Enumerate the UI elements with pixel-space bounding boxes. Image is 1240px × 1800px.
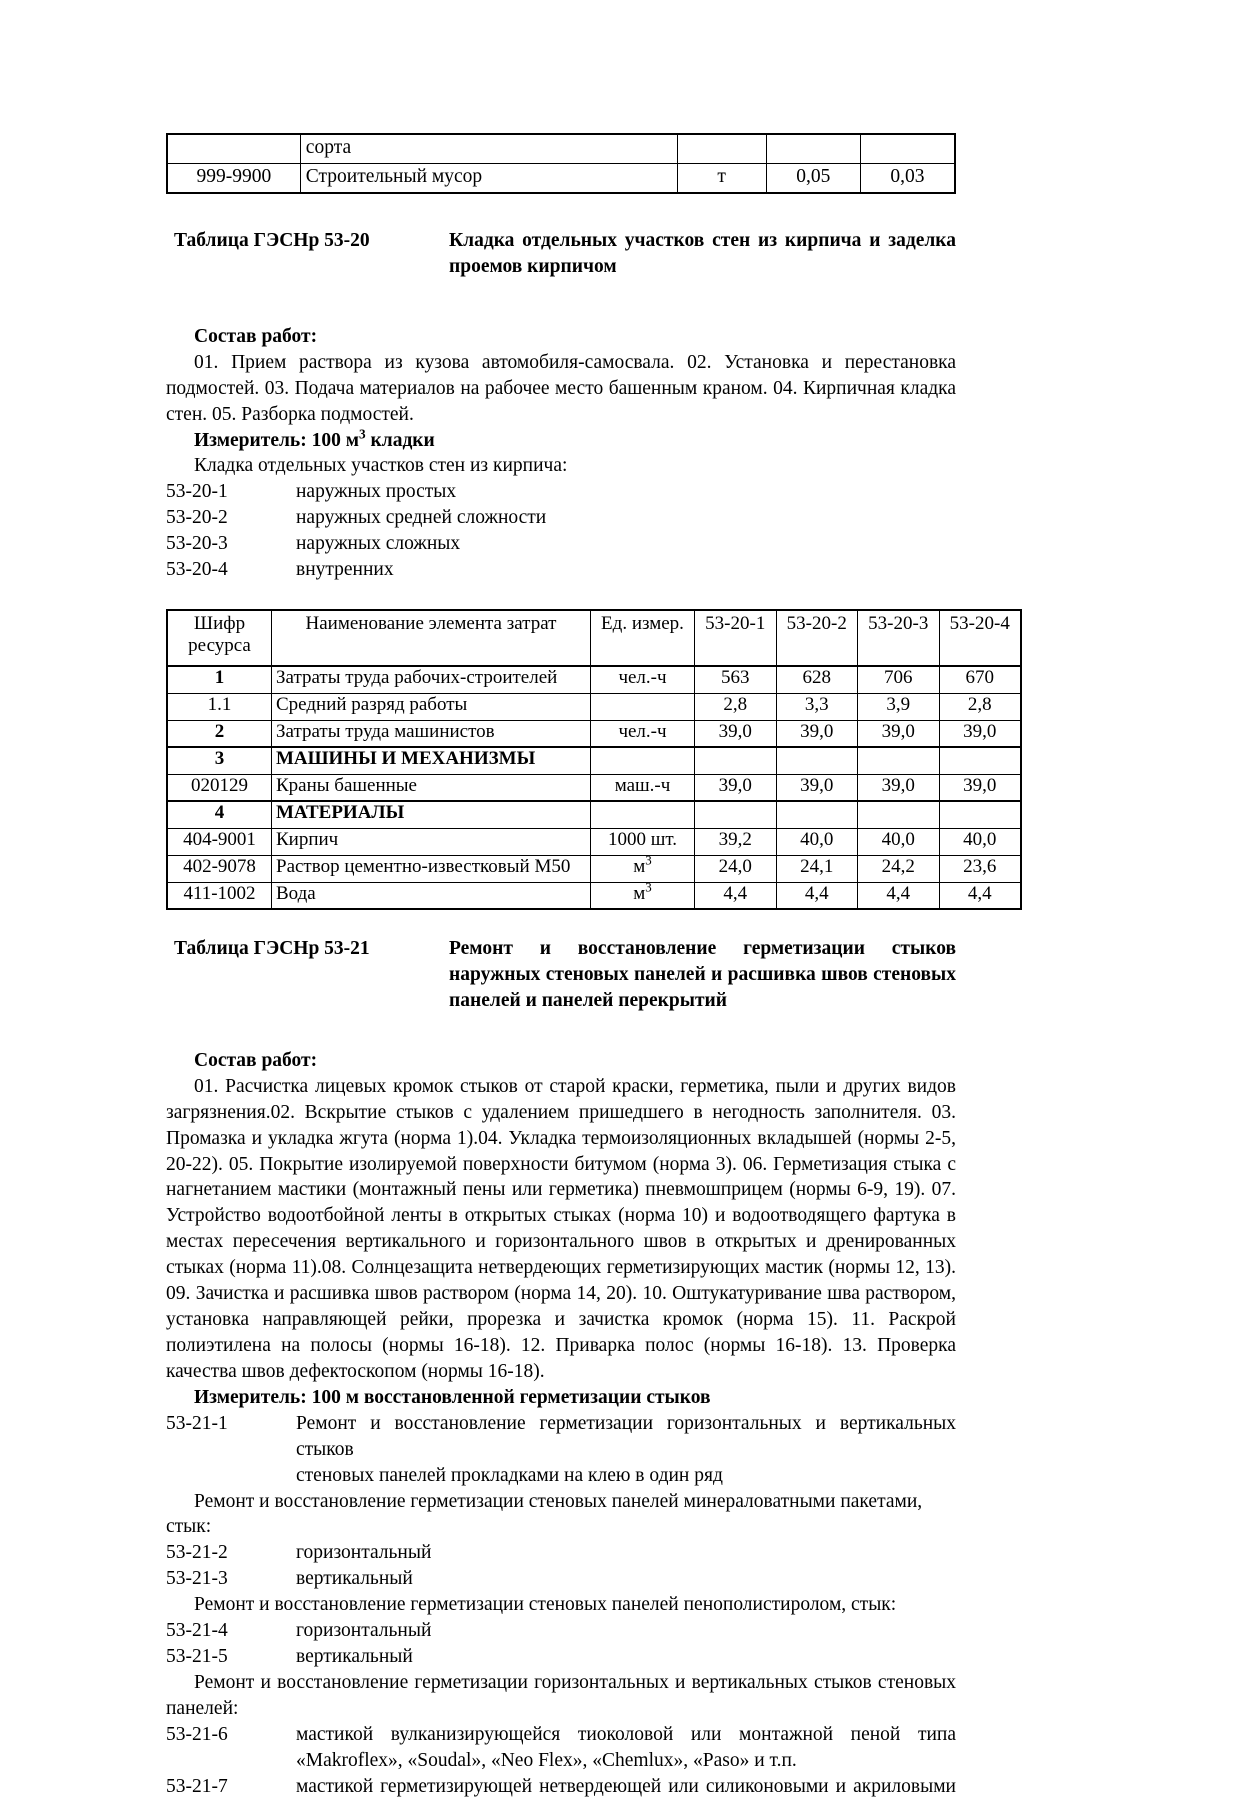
table-heading-title-line3: панелей и панелей перекрытий: [449, 989, 728, 1011]
header-col-2: 53-20-2: [776, 610, 858, 666]
row-value-1: 39,0: [695, 774, 777, 801]
row-value-2: 39,0: [776, 720, 858, 747]
list-item-desc: горизонтальный: [296, 1620, 432, 1642]
list-lead-line2: панелей:: [166, 1697, 239, 1719]
row-value-4: [939, 747, 1021, 774]
header-code: Шифр ресурса: [167, 610, 272, 666]
row-value-2: [776, 801, 858, 828]
list-lead: Ремонт и восстановление герметизации стеновых панелей минераловатными пакетами, стык:: [166, 1490, 923, 1538]
list-lead: Ремонт и восстановление герметизации стеновых панелей пенополистиролом, стык:: [194, 1594, 897, 1616]
list-item: [166, 1540, 956, 1566]
fragment-cell-value2: [860, 134, 955, 164]
header-unit: Ед. измер.: [591, 610, 695, 666]
list-item-desc-line1: мастикой герметизирующей нетвердеющей или силиконовыми и акриловыми: [296, 1775, 956, 1797]
row-value-3: 4,4: [858, 882, 940, 909]
list-item-code: 53-20-3: [166, 533, 228, 555]
row-value-1: 39,2: [695, 828, 777, 855]
table-heading-53-21: [166, 936, 956, 1014]
row-name: Вода: [272, 882, 591, 909]
fragment-cell-name: Строительный мусор: [300, 164, 677, 194]
row-unit: [591, 747, 695, 774]
list-item-desc: [296, 1774, 956, 1800]
works-text-53-20: 01. Прием раствора из кузова автомобиля-самосвала. 02. Установка и перестановка подмостей. 03. Подача материалов на рабочее место башенным краном. 04. Кирпичная кладка стен. 05. Разборка подмостей.: [166, 351, 956, 425]
header-col-3: 53-20-3: [858, 610, 940, 666]
row-code: 2: [167, 720, 272, 747]
measure-suffix: кладки: [365, 429, 435, 451]
row-unit-base: м: [633, 882, 646, 904]
list-item: [166, 479, 956, 505]
row-value-3: [858, 801, 940, 828]
table-row: [167, 882, 1021, 909]
row-value-3: 40,0: [858, 828, 940, 855]
row-unit-exponent: 3: [645, 852, 652, 868]
page-content: [166, 133, 1010, 1800]
list-item-code: 53-21-3: [166, 1568, 228, 1590]
row-value-3: 39,0: [858, 774, 940, 801]
row-value-3: 39,0: [858, 720, 940, 747]
row-value-4: 39,0: [939, 774, 1021, 801]
list-lead-line1: Ремонт и восстановление герметизации горизонтальных и вертикальных стыков стеновых: [194, 1671, 956, 1693]
list-item-code: 53-20-2: [166, 507, 228, 529]
list-item-desc-line2: стеновых панелей прокладками на клею в один ряд: [296, 1464, 723, 1486]
row-name: Затраты труда рабочих-строителей: [272, 666, 591, 693]
list-item-desc-line1: Ремонт и восстановление герметизации горизонтальных и вертикальных стыков: [296, 1412, 956, 1460]
list-item-code: 53-21-4: [166, 1620, 228, 1642]
list-item: [166, 1722, 956, 1774]
row-value-2: 39,0: [776, 774, 858, 801]
table-heading-title-line2: проемов кирпичом: [449, 255, 617, 277]
row-value-2: 3,3: [776, 693, 858, 720]
row-value-4: 2,8: [939, 693, 1021, 720]
resource-table-53-20: [166, 609, 1022, 910]
list-item: [166, 1411, 956, 1489]
fragment-cell-unit: [677, 134, 766, 164]
fragment-cell-value1: 0,05: [766, 164, 860, 194]
table-row: [167, 693, 1021, 720]
row-value-3: 3,9: [858, 693, 940, 720]
row-code: 1: [167, 666, 272, 693]
list-item-desc: внутренних: [296, 559, 394, 581]
row-value-3: [858, 747, 940, 774]
row-value-3: 706: [858, 666, 940, 693]
row-value-3: 24,2: [858, 855, 940, 882]
table-heading-title-line1: Кладка отдельных участков стен из кирпича и заделка: [449, 230, 956, 251]
works-text-53-21: 01. Расчистка лицевых кромок стыков от старой краски, герметика, пыли и других видов загрязнения.02. Вскрытие стыков с удалением пришедшего в негодность заполнителя. 03. Промазка и укладка жгута (норма 1).04. Укладка термоизоляционных вкладышей (нормы 2-5, 20-22). 05. Покрытие изолируемой поверхности битумом (норма 3). 06. Герметизация стыка с нагнетанием мастики (монтажный пены или герметика) пневмошприцем (нормы 6-9, 19). 07. Устройство водоотбойной ленты в открытых стыках (норма 10) и водоотводящего фартука в местах пересечения вертикального и горизонтального швов в открытых и дренированных стыках (норма 11).08. Солнцезащита нетвердеющих герметизирующих мастик (нормы 12, 13). 09. Зачистка и расшивка швов раствором (норма 14, 20). 10. Оштукатуривание шва раствором, установка направляющей рейки, прорезка и зачистка кромок (норма 15). 11. Раскрой полиэтилена на полосы (нормы 16-18). 12. Приварка полос (нормы 16-18). 13. Проверка качества швов дефектоскопом (нормы 16-18).: [166, 1075, 956, 1382]
list-item-code: 53-20-4: [166, 559, 228, 581]
list-item: [166, 1618, 956, 1644]
table-heading-53-20: [166, 228, 956, 280]
row-value-4: 39,0: [939, 720, 1021, 747]
list-item-code: 53-21-7: [166, 1775, 228, 1797]
row-name: МАШИНЫ И МЕХАНИЗМЫ: [272, 747, 591, 774]
table-heading-title-line1: Ремонт и восстановление герметизации стыков: [449, 938, 956, 960]
row-unit: 1000 шт.: [591, 828, 695, 855]
fragment-cell-code: [167, 134, 300, 164]
fragment-cell-unit: т: [677, 164, 766, 194]
list-item-code: 53-21-6: [166, 1723, 228, 1745]
table-row: [167, 164, 955, 194]
row-value-2: 24,1: [776, 855, 858, 882]
row-code: 020129: [167, 774, 272, 801]
measure-exponent: 3: [359, 426, 366, 442]
measure-53-20: [166, 428, 956, 454]
list-item: [166, 1644, 956, 1670]
fragment-cell-value1: [766, 134, 860, 164]
fragment-table: [166, 133, 956, 194]
row-code: 1.1: [167, 693, 272, 720]
row-code: 3: [167, 747, 272, 774]
table-heading-title: [449, 936, 956, 1014]
measure-text: Измеритель: 100 м: [194, 429, 360, 451]
works-heading-53-21: Состав работ:: [194, 1049, 318, 1071]
list-item-code: 53-21-5: [166, 1646, 228, 1668]
table-heading-label: Таблица ГЭСНр 53-21: [174, 938, 370, 960]
row-name: Раствор цементно-известковый М50: [272, 855, 591, 882]
list-item: [166, 1774, 956, 1800]
table-row: [167, 134, 955, 164]
table-row: [167, 720, 1021, 747]
row-value-1: 563: [695, 666, 777, 693]
row-unit: чел.-ч: [591, 666, 695, 693]
row-code: 402-9078: [167, 855, 272, 882]
row-value-4: 40,0: [939, 828, 1021, 855]
row-value-4: 670: [939, 666, 1021, 693]
row-unit: [591, 852, 695, 882]
table-row: [167, 855, 1021, 882]
row-name: Краны башенные: [272, 774, 591, 801]
header-col-4: 53-20-4: [939, 610, 1021, 666]
list-lead-53-20: Кладка отдельных участков стен из кирпича:: [194, 455, 568, 477]
list-item-desc: наружных сложных: [296, 533, 461, 555]
row-unit-exponent: 3: [645, 879, 652, 895]
row-value-1: 2,8: [695, 693, 777, 720]
row-name: МАТЕРИАЛЫ: [272, 801, 591, 828]
row-value-1: 39,0: [695, 720, 777, 747]
list-item-code: 53-20-1: [166, 481, 228, 503]
list-item-desc: наружных простых: [296, 481, 457, 503]
row-value-2: 40,0: [776, 828, 858, 855]
table-row: [167, 666, 1021, 693]
row-unit: [591, 879, 695, 909]
row-value-1: [695, 747, 777, 774]
row-unit-base: м: [633, 855, 646, 877]
row-value-4: 23,6: [939, 855, 1021, 882]
row-unit: [591, 801, 695, 828]
list-item-desc: вертикальный: [296, 1646, 413, 1668]
list-item: [166, 505, 956, 531]
list-item: [166, 1566, 956, 1592]
row-value-1: [695, 801, 777, 828]
row-code: 411-1002: [167, 882, 272, 909]
row-name: Средний разряд работы: [272, 693, 591, 720]
row-name: Кирпич: [272, 828, 591, 855]
list-item-desc-line2: «Makroflex», «Soudal», «Neo Flex», «Chemlux», «Paso» и т.п.: [296, 1749, 797, 1771]
row-value-1: 4,4: [695, 882, 777, 909]
list-item-desc: наружных средней сложности: [296, 507, 547, 529]
list-lead-wrapped: [166, 1670, 956, 1722]
fragment-cell-value2: 0,03: [860, 164, 955, 194]
table-heading-title-line2: наружных стеновых панелей и расшивка швов стеновых: [449, 963, 956, 985]
table-row: [167, 828, 1021, 855]
list-item-desc-line1: мастикой вулканизирующейся тиоколовой или монтажной пеной типа: [296, 1723, 956, 1745]
table-row: [167, 774, 1021, 801]
table-row-group: [167, 747, 1021, 774]
row-value-4: 4,4: [939, 882, 1021, 909]
header-col-1: 53-20-1: [695, 610, 777, 666]
measure-53-21: Измеритель: 100 м восстановленной герметизации стыков: [194, 1386, 711, 1408]
row-value-4: [939, 801, 1021, 828]
table-header-row: [167, 610, 1021, 666]
header-name: Наименование элемента затрат: [272, 610, 591, 666]
list-item-desc: [296, 1722, 956, 1774]
list-item-code: 53-21-1: [166, 1412, 228, 1434]
row-value-2: [776, 747, 858, 774]
row-unit: маш.-ч: [591, 774, 695, 801]
list-item-code: 53-21-2: [166, 1542, 228, 1564]
table-heading-label: Таблица ГЭСНр 53-20: [174, 230, 370, 251]
list-item: [166, 557, 956, 583]
table-heading-title: [449, 228, 956, 280]
row-code: 4: [167, 801, 272, 828]
list-item-desc: [296, 1411, 956, 1489]
row-value-1: 24,0: [695, 855, 777, 882]
table-row-group: [167, 801, 1021, 828]
fragment-cell-name: сорта: [300, 134, 677, 164]
list-item: [166, 531, 956, 557]
list-item-desc: горизонтальный: [296, 1542, 432, 1564]
row-value-2: 628: [776, 666, 858, 693]
row-unit: чел.-ч: [591, 720, 695, 747]
fragment-cell-code: 999-9900: [167, 164, 300, 194]
row-value-2: 4,4: [776, 882, 858, 909]
row-name: Затраты труда машинистов: [272, 720, 591, 747]
list-item-desc: вертикальный: [296, 1568, 413, 1590]
works-heading-53-20: Состав работ:: [194, 325, 318, 347]
row-unit: [591, 693, 695, 720]
row-code: 404-9001: [167, 828, 272, 855]
